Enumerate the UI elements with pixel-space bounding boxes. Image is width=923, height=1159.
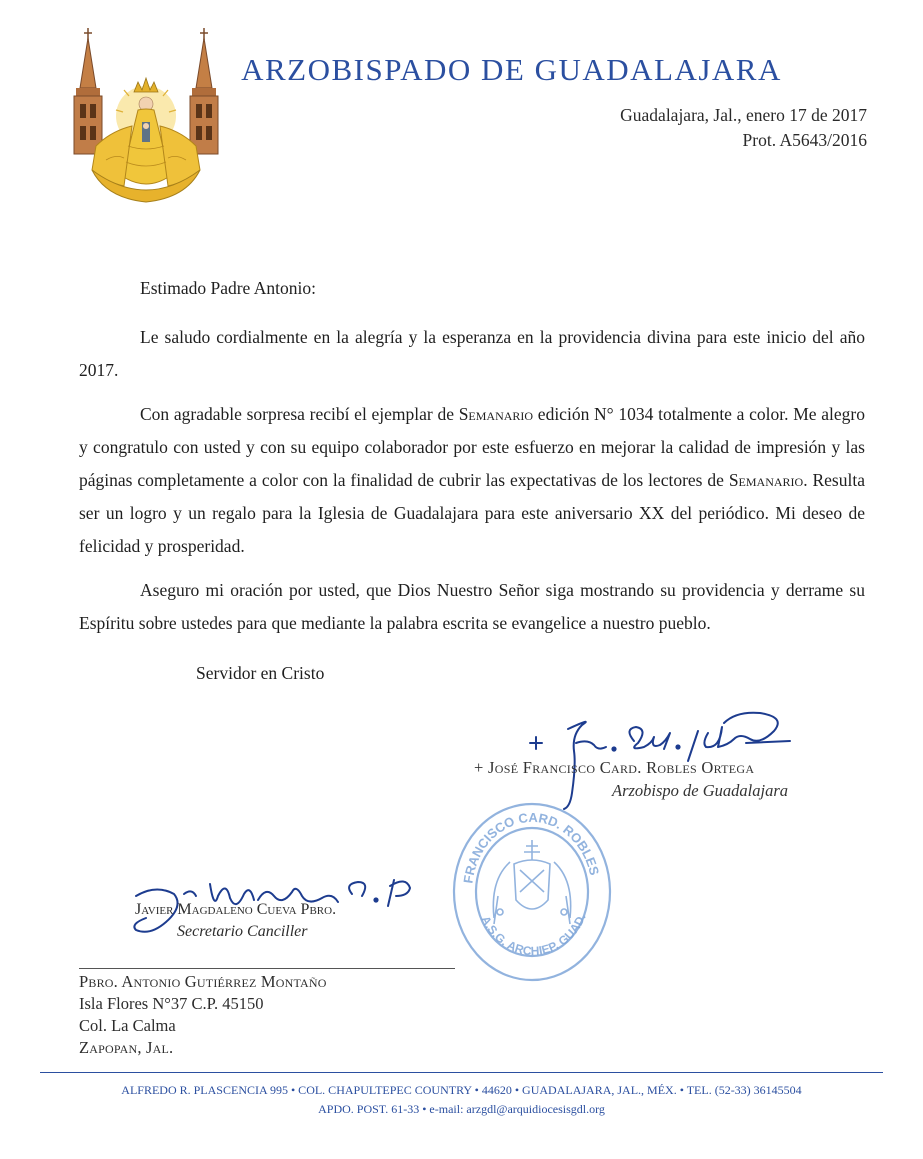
chancellor-title: Secretario Canciller — [177, 923, 308, 940]
salutation: Estimado Padre Antonio: — [140, 278, 316, 298]
date-block — [620, 103, 867, 153]
recipient-colony: Col. La Calma — [79, 1016, 176, 1035]
paragraph-text: . Resulta ser un logro y un regalo para la Iglesia de Guadalajara para este aniversario XX del periódico. Mi deseo de felicidad y prosperidad. — [79, 470, 865, 556]
letter-date: Guadalajara, Jal., enero 17 de 2017 — [620, 105, 867, 125]
archbishop-name: + José Francisco Card. Robles Ortega — [474, 758, 755, 777]
paragraph-semanario — [79, 398, 865, 563]
archdiocese-seal-stamp — [450, 800, 615, 985]
publication-name: Semanario — [458, 404, 534, 424]
paragraph-prayer: Aseguro mi oración por usted, que Dios Nuestro Señor siga mostrando su providencia y derrame su Espíritu sobre ustedes para que mediante la palabra escrita se evangelice a nuestro pueblo. — [79, 580, 865, 633]
letterhead-title: ARZOBISPADO DE GUADALAJARA — [241, 52, 782, 87]
footer-address: ALFREDO R. PLASCENCIA 995 • COL. CHAPULTEPEC COUNTRY • 44620 • GUADALAJARA, JAL., MÉX. • TEL. (52-33) 36145504 — [121, 1083, 802, 1097]
chancellor-name: Javier Magdaleno Cueva Pbro. — [135, 901, 337, 918]
recipient-street: Isla Flores N°37 C.P. 45150 — [79, 994, 264, 1013]
recipient-city: Zapopan, Jal. — [79, 1038, 174, 1057]
archbishop-signature-block — [474, 756, 788, 802]
publication-name: Semanario — [728, 470, 804, 490]
chancellor-signature-block — [135, 899, 336, 943]
footer-contact: APDO. POST. 61-33 • e-mail: arzgdl@arquidiocesisgdl.org — [318, 1102, 605, 1116]
closing: Servidor en Cristo — [196, 663, 325, 683]
recipient-name: Pbro. Antonio Gutiérrez Montaño — [79, 972, 327, 991]
paragraph-text: Con agradable sorpresa recibí el ejemplar de — [140, 404, 459, 424]
svg-text:FRANCISCO CARD. ROBLES: FRANCISCO CARD. ROBLES — [460, 809, 603, 885]
svg-text:A.S.G. ARCHIEP. GUAD.: A.S.G. ARCHIEP. GUAD. — [478, 911, 589, 959]
paragraph-greeting: Le saludo cordialmente en la alegría y la esperanza en la providencia divina para este inicio del año 2017. — [79, 327, 865, 380]
archbishop-title: Arzobispo de Guadalajara — [612, 781, 789, 800]
paragraph-text: edición N° 1034 totalmente a color. Me alegro y congratulo con usted y con su equipo colaborador por este esfuerzo en mejorar la calidad de impresión y las páginas completamente a color con la finalidad de cubrir las expectativas de los lectores de — [79, 404, 865, 490]
recipient-address — [79, 971, 327, 1059]
recipient-divider — [79, 968, 455, 969]
protocol-number: Prot. A5643/2016 — [742, 130, 867, 150]
footer-divider — [40, 1072, 883, 1073]
